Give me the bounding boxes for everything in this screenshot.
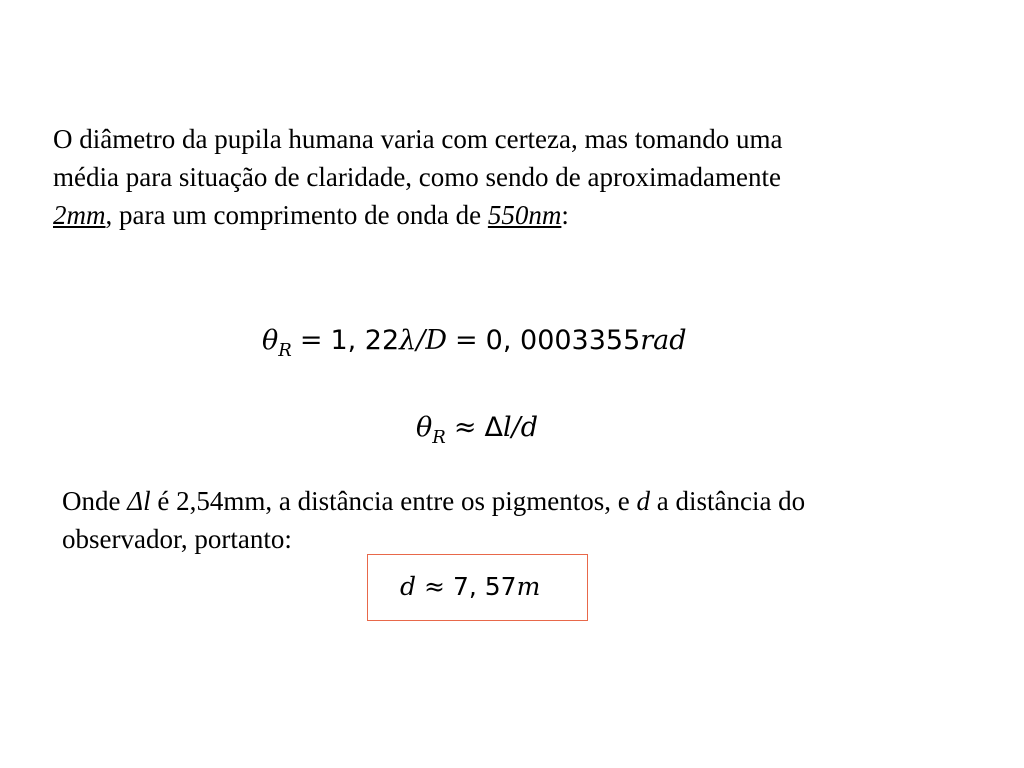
intro-paragraph xyxy=(53,120,782,234)
theta-symbol: θ xyxy=(416,412,433,443)
intro-line-2: média para situação de claridade, como sendo de aproximadamente xyxy=(53,162,781,192)
equals-sign: = xyxy=(299,325,323,356)
explanation-text-2: a distância do xyxy=(649,486,806,516)
resolution-angle-equation xyxy=(262,323,687,368)
distance-symbol: d xyxy=(400,572,417,601)
intro-line-3 xyxy=(53,196,782,234)
pupil-diameter-value: 2mm xyxy=(53,200,106,230)
aperture-symbol: D xyxy=(425,325,448,356)
wavelength-value: 550nm xyxy=(487,200,562,230)
delta-l-symbol: Δl xyxy=(127,486,151,516)
equals-sign-2: = xyxy=(455,325,478,356)
small-angle-equation xyxy=(416,410,538,455)
lambda-symbol: λ xyxy=(399,325,417,356)
intro-end-text: : xyxy=(561,200,569,230)
angle-value: 0, 0003355 xyxy=(485,325,641,356)
slash: / xyxy=(511,412,521,443)
distance-symbol: d xyxy=(520,412,538,443)
result-box xyxy=(367,554,588,621)
delta-symbol: Δ xyxy=(484,412,503,443)
result-equation xyxy=(400,570,540,605)
d-symbol: d xyxy=(636,486,650,516)
slash: / xyxy=(416,325,426,356)
l-symbol: l xyxy=(502,412,512,443)
theta-symbol: θ xyxy=(262,325,279,356)
angle-unit: rad xyxy=(640,325,687,356)
result-unit: m xyxy=(516,572,541,601)
theta-subscript: R xyxy=(278,340,292,361)
explanation-line-2: observador, portanto: xyxy=(62,524,292,554)
approx-sign: ≈ xyxy=(453,412,477,443)
result-value: 7, 57 xyxy=(452,572,517,601)
intro-mid-text: , para um comprimento de onda de xyxy=(105,200,488,230)
explanation-line-1 xyxy=(62,482,805,520)
approx-sign: ≈ xyxy=(424,572,445,601)
theta-subscript: R xyxy=(432,427,446,448)
intro-line-1: O diâmetro da pupila humana varia com certeza, mas tomando uma xyxy=(53,124,783,154)
onde-text: Onde xyxy=(62,486,128,516)
coefficient: 1, 22 xyxy=(330,325,400,356)
explanation-paragraph xyxy=(62,482,805,558)
explanation-text-1: é 2,54mm, a distância entre os pigmentos, e xyxy=(150,486,637,516)
